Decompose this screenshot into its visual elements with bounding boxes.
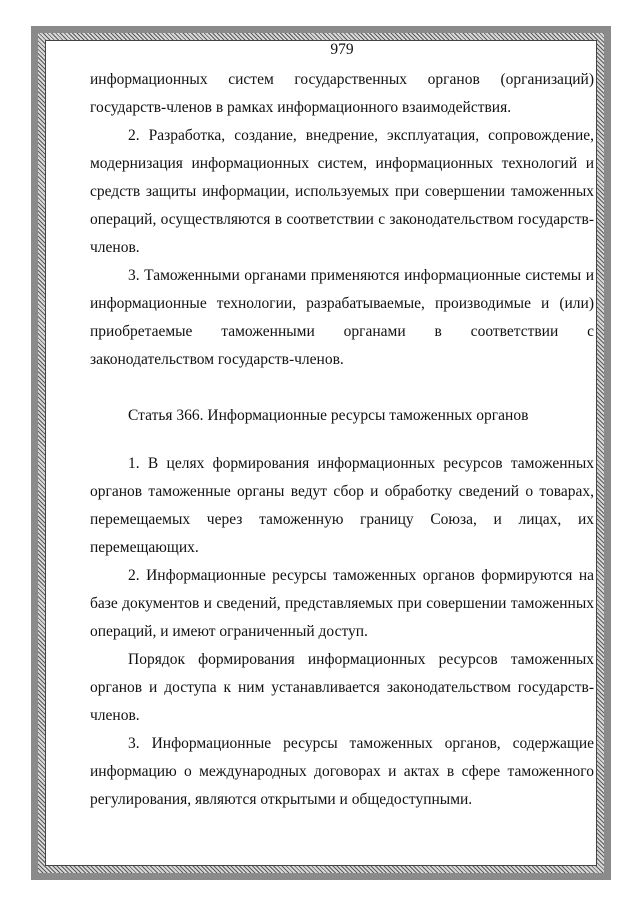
article-paragraph-3: 3. Информационные ресурсы таможенных органов, содержащие информацию о международных договорах и актах в сфере таможенного регулирования, являются открытыми и общедоступными. (90, 735, 594, 808)
page-number: 979 (330, 41, 354, 58)
article-paragraph-1: 1. В целях формирования информационных ресурсов таможенных органов таможенные органы ведут сбор и обработку сведений о товарах, перемещаемых через таможенную границу Союза, и лицах, их перемещающих. (90, 455, 594, 556)
paragraph-item-3: 3. Таможенными органами применяются информационные системы и информационные технологии, разрабатываемые, производимые и (или) приобретаемые таможенными органами в соответствии с законодательством государств-членов. (90, 267, 594, 368)
paragraph-continuation: информационных систем государственных органов (организаций) государств-членов в рамках информационного взаимодействия. (90, 71, 594, 116)
document-content (90, 36, 594, 814)
paragraph-item-2: 2. Разработка, создание, внедрение, эксплуатация, сопровождение, модернизация информационных систем, информационных технологий и средств защиты информации, используемых при совершении таможенных операций, осуществляются в соответствии с законодательством государств-членов. (90, 127, 594, 256)
article-paragraph-2-continued: Порядок формирования информационных ресурсов таможенных органов и доступа к ним устанавливается законодательством государств-членов. (90, 651, 594, 724)
article-heading: Статья 366. Информационные ресурсы таможенных органов (128, 407, 529, 424)
article-paragraph-2: 2. Информационные ресурсы таможенных органов формируются на базе документов и сведений, представляемых при совершении таможенных операций, и имеют ограниченный доступ. (90, 567, 594, 640)
